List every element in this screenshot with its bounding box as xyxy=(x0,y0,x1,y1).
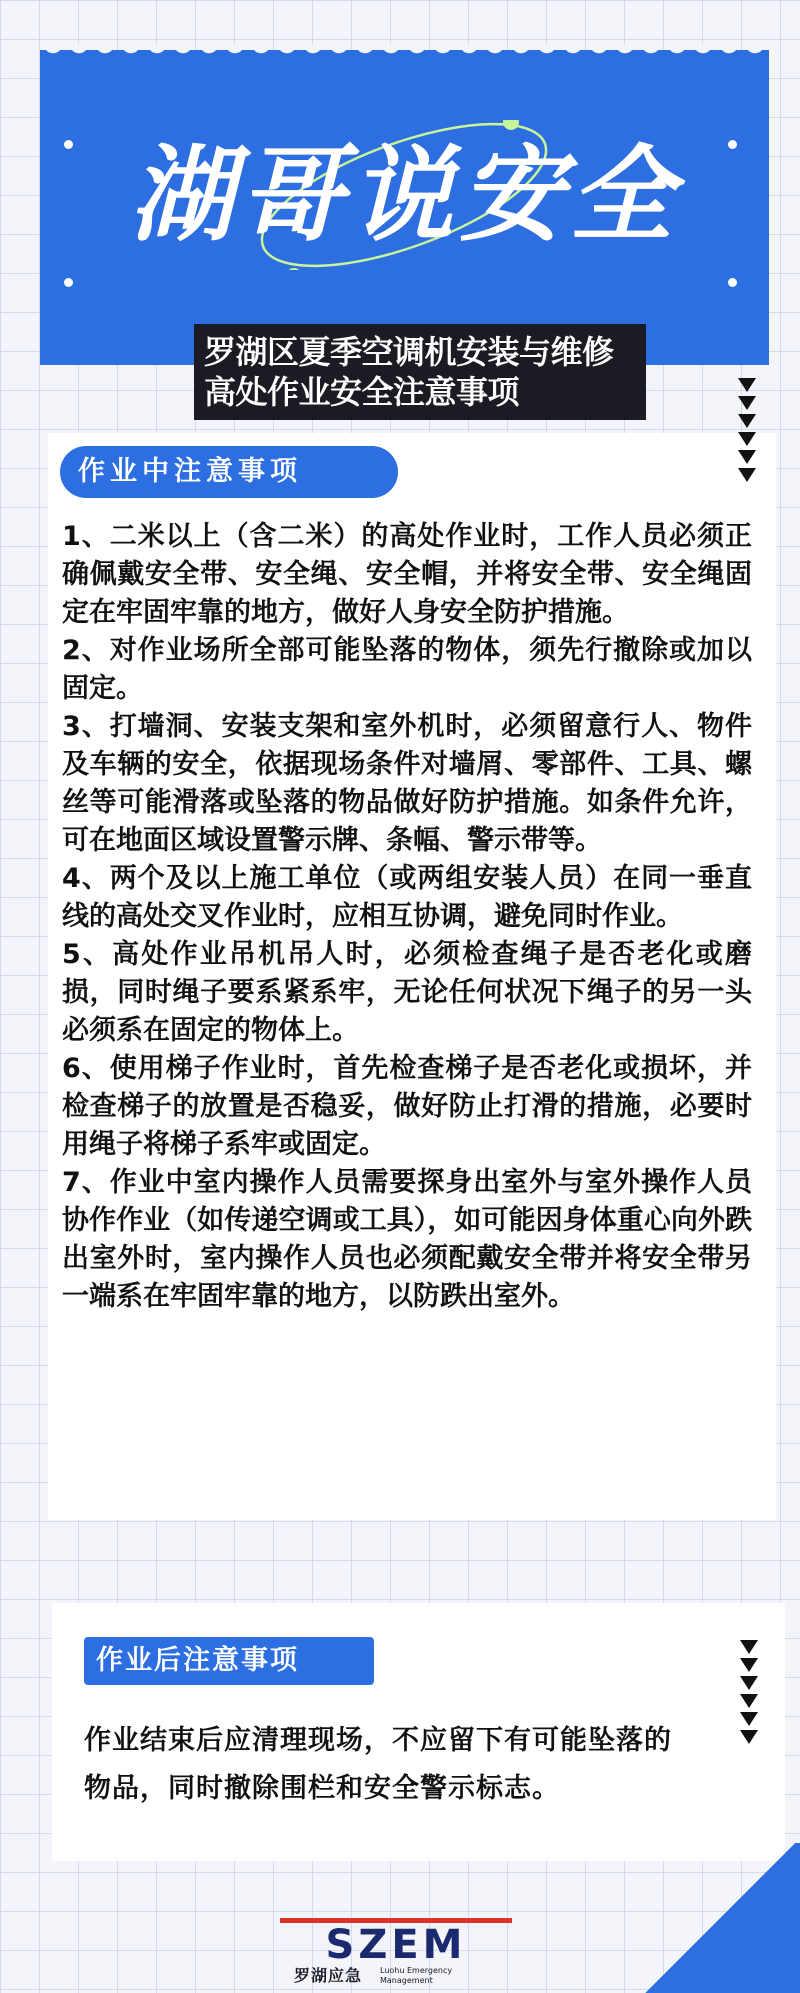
logo-mark xyxy=(280,1906,512,1966)
banner-scalloped-edge xyxy=(40,44,769,62)
logo xyxy=(280,1906,512,1990)
arrow-down-icon xyxy=(736,378,758,486)
title-area xyxy=(40,120,769,270)
list-item: 2、对作业场所全部可能坠落的物体，须先行撤除或加以固定。 xyxy=(62,635,752,704)
list-item: 7、作业中室内操作人员需要探身出室外与室外操作人员协作作业（如传递空调或工具），如可能因身体重心向外跌出室外时，室内操作人员也必须配戴安全带并将安全带另一端系在牢固牢靠的地方，以防跌出室外。 xyxy=(62,1167,752,1312)
page-title: 湖哥说安全 xyxy=(129,134,680,256)
logo-mark-text: SZEM xyxy=(325,1922,467,1966)
list-item: 4、两个及以上施工单位（或两组安装人员）在同一垂直线的高处交叉作业时，应相互协调，避免同时作业。 xyxy=(62,863,752,932)
after-work-heading: 作业后注意事项 xyxy=(84,1637,374,1685)
logo-cn-text: 罗湖应急 xyxy=(294,1966,363,1985)
subtitle-box xyxy=(194,324,646,420)
corner-triangle xyxy=(640,1843,800,1993)
arrow-down-icon xyxy=(738,1640,760,1748)
during-work-heading: 作业中注意事项 xyxy=(60,446,398,498)
list-item: 1、二米以上（含二米）的高处作业时，工作人员必须正确佩戴安全带、安全绳、安全帽，并将安全带、安全绳固定在牢固牢靠的地方，做好人身安全防护措施。 xyxy=(62,521,752,628)
banner-dot xyxy=(64,278,73,287)
after-work-text: 作业结束后应清理现场，不应留下有可能坠落的物品，同时撤除围栏和安全警示标志。 xyxy=(84,1725,672,1804)
list-item: 3、打墙洞、安装支架和室外机时，必须留意行人、物件及车辆的安全，依据现场条件对墙屑、零部件、工具、螺丝等可能滑落或坠落的物品做好防护措施。如条件允许，可在地面区域设置警示牌、条幅、警示带等。 xyxy=(62,711,752,856)
list-item: 6、使用梯子作业时，首先检查梯子是否老化或损坏，并检查梯子的放置是否稳妥，做好防止打滑的措施，必要时用绳子将梯子系牢或固定。 xyxy=(62,1053,752,1160)
page-subtitle: 罗湖区夏季空调机安装与维修高处作业安全注意事项 xyxy=(204,333,614,411)
banner-dot xyxy=(728,278,737,287)
list-item: 5、高处作业吊机吊人时，必须检查绳子是否老化或磨损，同时绳子要系紧系牢，无论任何状况下绳子的另一头必须系在固定的物体上。 xyxy=(62,939,752,1046)
during-work-list xyxy=(62,518,752,1316)
logo-en-text: Luohu Emergency Management xyxy=(380,1966,453,1985)
